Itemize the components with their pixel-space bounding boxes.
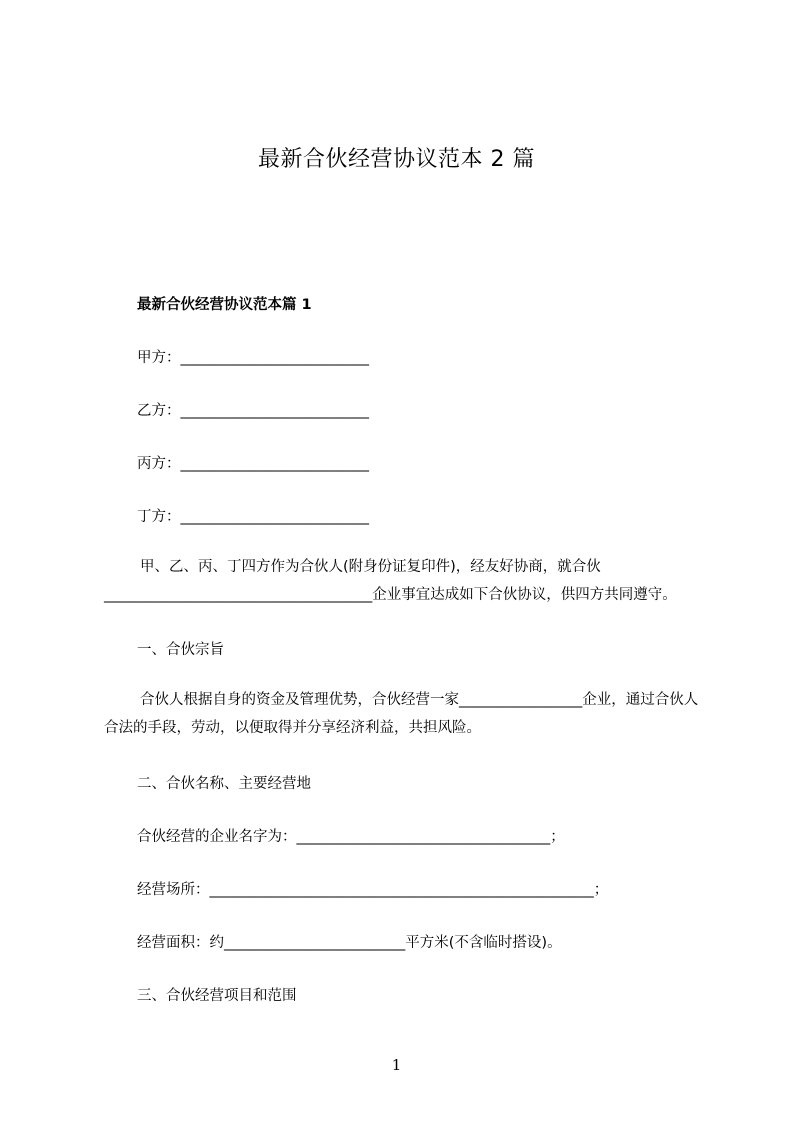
enterprise-name-field: 合伙经营的企业名字为：___________________________________；	[137, 829, 565, 845]
clause1-paragraph: 合伙人根据自身的资金及管理优势，合伙经营一家_________________企业，通过合伙人合法的手段，劳动，以便取得并分享经济利益，共担风险。	[104, 692, 699, 736]
clause1-heading: 一、合伙宗旨	[137, 642, 224, 658]
document-title: 最新合伙经营协议范本 2 篇	[258, 147, 535, 172]
business-area-field: 经营面积：约_________________________平方米(不含临时搭设)。	[137, 935, 562, 951]
intro-paragraph: 甲、乙、丙、丁四方作为合伙人(附身份证复印件)，经友好协商，就合伙_____________________________________企业事宜达成如下合伙协议，供四方共同遵守。	[104, 559, 677, 603]
party-c-field: 丙方：__________________________	[137, 456, 369, 472]
clause2-heading: 二、合伙名称、主要经营地	[137, 776, 311, 792]
clause3-heading: 三、合伙经营项目和范围	[137, 988, 297, 1004]
party-d-field: 丁方：__________________________	[137, 509, 369, 525]
party-a-field: 甲方：__________________________	[137, 350, 369, 366]
page-number: 1	[391, 1056, 402, 1074]
business-premises-field: 经营场所：_____________________________________________________；	[137, 882, 609, 898]
party-b-field: 乙方：__________________________	[137, 403, 369, 419]
section-heading: 最新合伙经营协议范本篇 1	[137, 297, 312, 313]
